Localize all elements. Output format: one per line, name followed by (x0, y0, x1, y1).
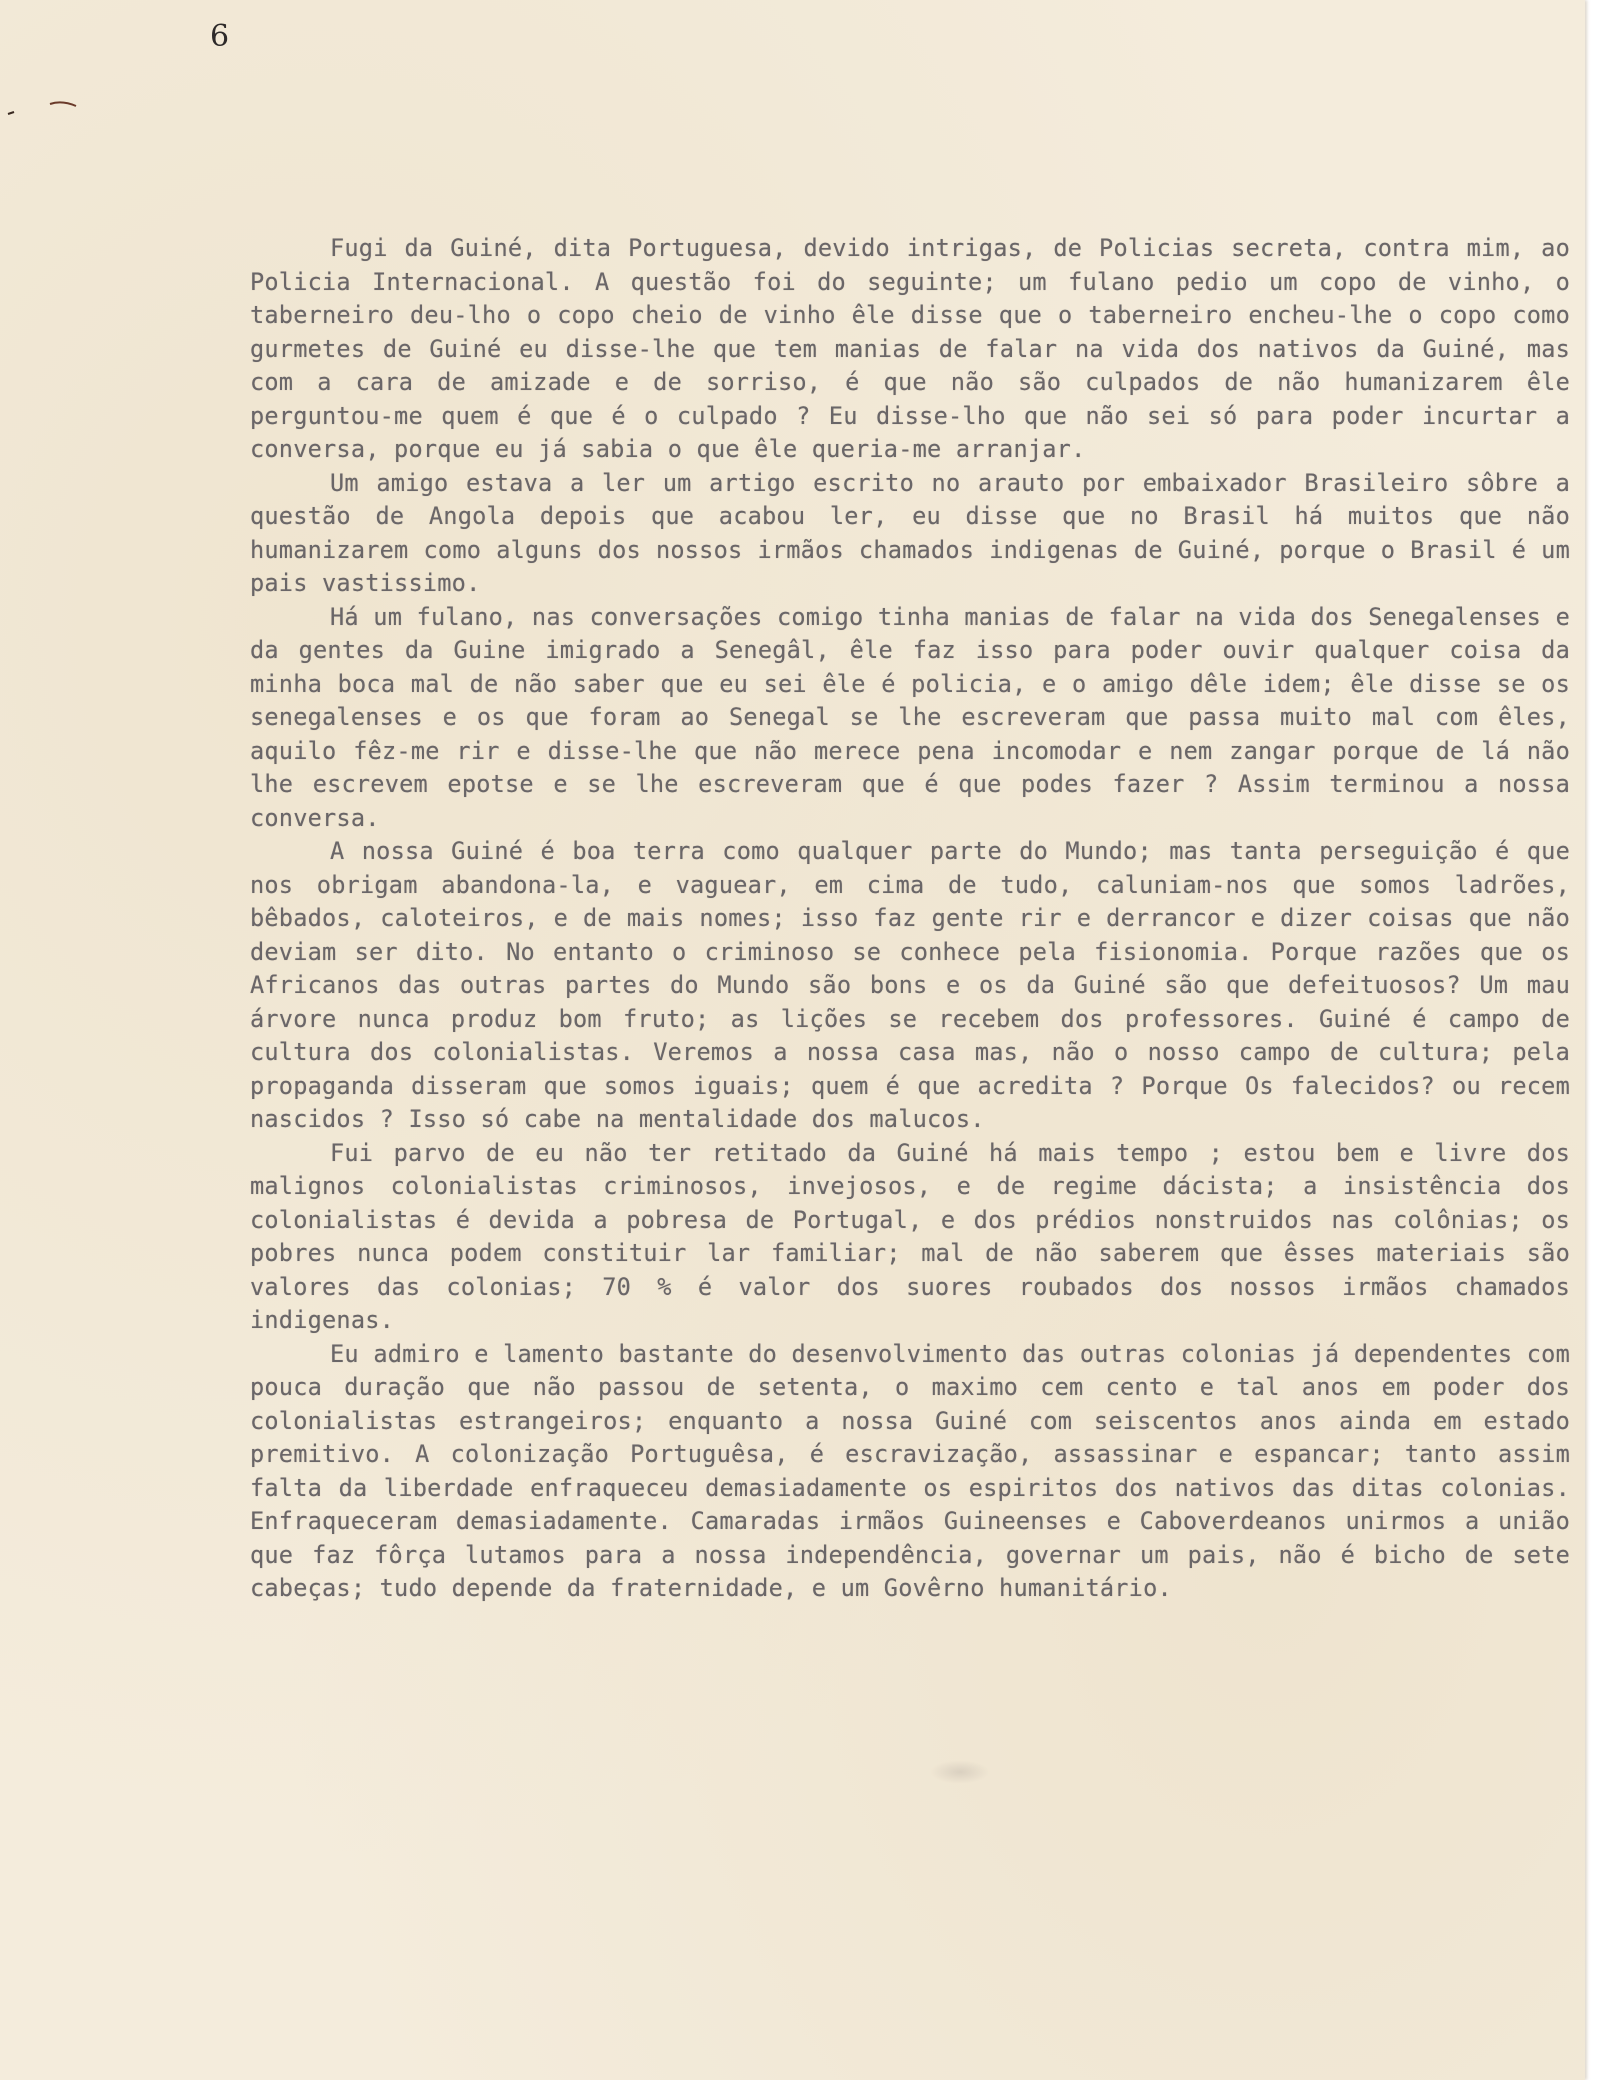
ink-smudge (930, 1760, 990, 1784)
typed-letter-body (250, 232, 1570, 1606)
paragraph: A nossa Guiné é boa terra como qualquer parte do Mundo; mas tanta perseguição é que nos obrigam abandona-la, e vaguear, em cima de tudo, caluniam-nos que somos ladrões, bêbados, caloteiros, e de mais nomes; isso faz gente rir e derrancor e dizer coisas que não deviam ser dito. No entanto o criminoso se conhece pela fisionomia. Porque razões que os Africanos das outras partes do Mundo são bons e os da Guiné são que defeituosos? Um mau árvore nunca produz bom fruto; as lições se recebem dos professores. Guiné é campo de cultura dos colonialistas. Veremos a nossa casa mas, não o nosso campo de cultura; pela propaganda disseram que somos iguais; quem é que acredita ? Porque Os falecidos? ou recem nascidos ? Isso só cabe na mentalidade dos malucos. (250, 837, 1570, 1133)
paragraph: Um amigo estava a ler um artigo escrito no arauto por embaixador Brasileiro sôbre a questão de Angola depois que acabou ler, eu disse que no Brasil há muitos que não humanizarem como alguns dos nossos irmãos chamados indigenas de Guiné, porque o Brasil é um pais vastissimo. (250, 468, 1570, 597)
paragraph: Eu admiro e lamento bastante do desenvolvimento das outras colonias já dependentes com pouca duração que não passou de setenta, o maximo cem cento e tal anos em poder dos colonialistas estrangeiros; enquanto a nossa Guiné com seiscentos anos ainda em estado premitivo. A colonização Portuguêsa, é escravização, assassinar e espancar; tanto assim falta da liberdade enfraqueceu demasiadamente os espiritos dos nativos das ditas colonias. Enfraqueceram demasiadamente. Camaradas irmãos Guineenses e Caboverdeanos unirmos a união que faz fôrça lutamos para a nossa independência, governar um pais, não é bicho de sete cabeças; tudo depende da fraternidade, e um Govêrno humanitário. (250, 1339, 1570, 1602)
pen-scratch (0, 96, 90, 120)
paragraph: Fugi da Guiné, dita Portuguesa, devido intrigas, de Policias secreta, contra mim, ao Policia Internacional. A questão foi do seguinte; um fulano pedio um copo de vinho, o taberneiro deu-lho o copo cheio de vinho êle disse que o taberneiro encheu-lhe o copo como gurmetes de Guiné eu disse-lhe que tem manias de falar na vida dos nativos da Guiné, mas com a cara de amizade e de sorriso, é que não são culpados de não humanizarem êle perguntou-me quem é que é o culpado ? Eu disse-lho que não sei só para poder incurtar a conversa, porque eu já sabia o que êle queria-me arranjar. (250, 234, 1570, 463)
paragraph: Fui parvo de eu não ter retitado da Guiné há mais tempo ; estou bem e livre dos malignos colonialistas criminosos, invejosos, e de regime dácista; a insistência dos colonialistas é devida a pobresa de Portugal, e dos prédios nonstruidos nas colônias; os pobres nunca podem constituir lar familiar; mal de não saberem que êsses materiais são valores das colonias; 70 % é valor dos suores roubados dos nossos irmãos chamados indigenas. (250, 1138, 1570, 1334)
paragraph: Há um fulano, nas conversações comigo tinha manias de falar na vida dos Senegalenses e da gentes da Guine imigrado a Senegâl, êle faz isso para poder ouvir qualquer coisa da minha boca mal de não saber que eu sei êle é policia, e o amigo dêle idem; êle disse se os senegalenses e os que foram ao Senegal se lhe escreveram que passa muito mal com êles, aquilo fêz-me rir e disse-lhe que não merece pena incomodar e nem zangar porque de lá não lhe escrevem epotse e se lhe escreveram que é que podes fazer ? Assim terminou a nossa conversa. (250, 602, 1570, 832)
page-mark: 6 (210, 19, 230, 54)
